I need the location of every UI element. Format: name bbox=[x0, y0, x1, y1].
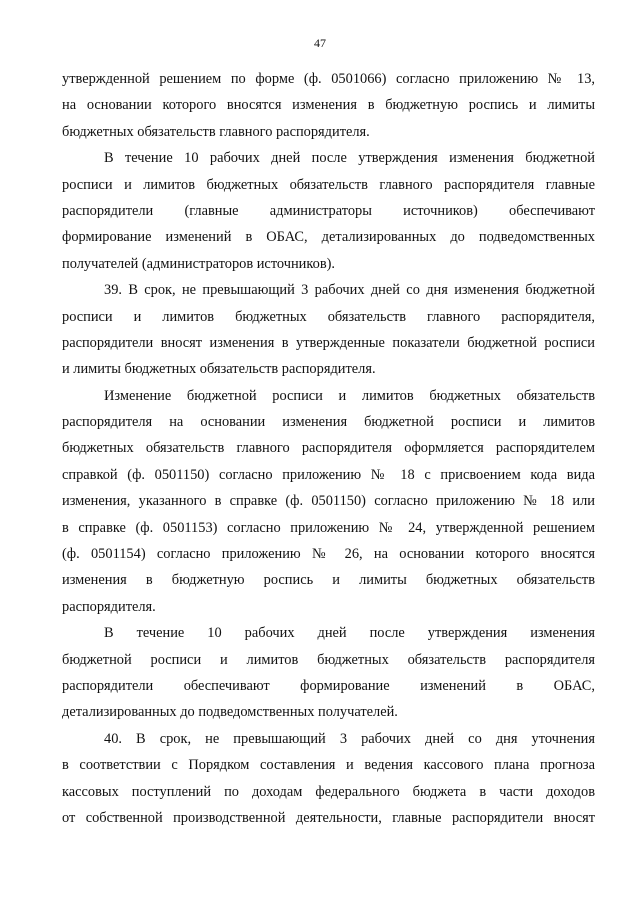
text-line: росписи и лимитов бюджетных обязательств главного распорядителя, bbox=[62, 308, 595, 325]
text-line: 39. В срок, не превышающий 3 рабочих дней со дня изменения бюджетной bbox=[104, 282, 595, 299]
paragraph bbox=[62, 277, 595, 383]
text-line: (ф. 0501154) согласно приложению № 26, на основании которого вносятся bbox=[62, 546, 595, 563]
text-line: и лимиты бюджетных обязательств распорядителя. bbox=[62, 361, 376, 378]
text-line: изменения, указанного в справке (ф. 0501150) согласно приложению № 18 или bbox=[62, 493, 595, 510]
paragraph bbox=[62, 383, 595, 621]
text-line: изменения в бюджетную роспись и лимиты бюджетных обязательств bbox=[62, 572, 595, 589]
text-line: бюджетной росписи и лимитов бюджетных обязательств распорядителя bbox=[62, 651, 595, 668]
text-line: в справке (ф. 0501153) согласно приложению № 24, утвержденной решением bbox=[62, 519, 595, 536]
text-line: получателей (администраторов источников). bbox=[62, 255, 336, 272]
text-line: Изменение бюджетной росписи и лимитов бюджетных обязательств bbox=[104, 387, 595, 404]
paragraph bbox=[62, 145, 595, 277]
text-line: распорядители вносят изменения в утвержденные показатели бюджетной росписи bbox=[62, 334, 595, 351]
text-line: распорядителя на основании изменения бюджетной росписи и лимитов bbox=[62, 414, 595, 431]
paragraph bbox=[62, 620, 595, 726]
text-line: в соответствии с Порядком составления и ведения кассового плана прогноза bbox=[62, 757, 595, 774]
text-line: от собственной производственной деятельности, главные распорядители вносят bbox=[62, 809, 595, 826]
paragraph bbox=[62, 66, 595, 145]
text-line: бюджетных обязательств главного распорядителя оформляется распорядителем bbox=[62, 440, 595, 457]
body-text bbox=[62, 66, 595, 831]
paragraph bbox=[62, 726, 595, 832]
text-line: на основании которого вносятся изменения в бюджетную роспись и лимиты bbox=[62, 97, 595, 114]
text-line: детализированных до подведомственных получателей. bbox=[62, 704, 398, 721]
text-line: распорядителя. bbox=[62, 598, 156, 615]
text-line: В течение 10 рабочих дней после утверждения изменения бюджетной bbox=[104, 150, 595, 167]
text-line: росписи и лимитов бюджетных обязательств главного распорядителя главные bbox=[62, 176, 595, 193]
text-line: справкой (ф. 0501150) согласно приложению № 18 с присвоением кода вида bbox=[62, 466, 595, 483]
text-line: распорядители (главные администраторы источников) обеспечивают bbox=[62, 202, 595, 219]
text-line: В течение 10 рабочих дней после утверждения изменения bbox=[104, 625, 595, 642]
page-number: 47 bbox=[314, 36, 326, 50]
text-line: формирование изменений в ОБАС, детализированных до подведомственных bbox=[62, 229, 595, 246]
text-line: бюджетных обязательств главного распорядителя. bbox=[62, 123, 370, 140]
text-line: распорядители обеспечивают формирование изменений в ОБАС, bbox=[62, 677, 595, 694]
text-line: 40. В срок, не превышающий 3 рабочих дней со дня уточнения bbox=[104, 730, 595, 747]
text-line: утвержденной решением по форме (ф. 0501066) согласно приложению № 13, bbox=[62, 71, 595, 87]
text-line: кассовых поступлений по доходам федерального бюджета в части доходов bbox=[62, 783, 595, 800]
